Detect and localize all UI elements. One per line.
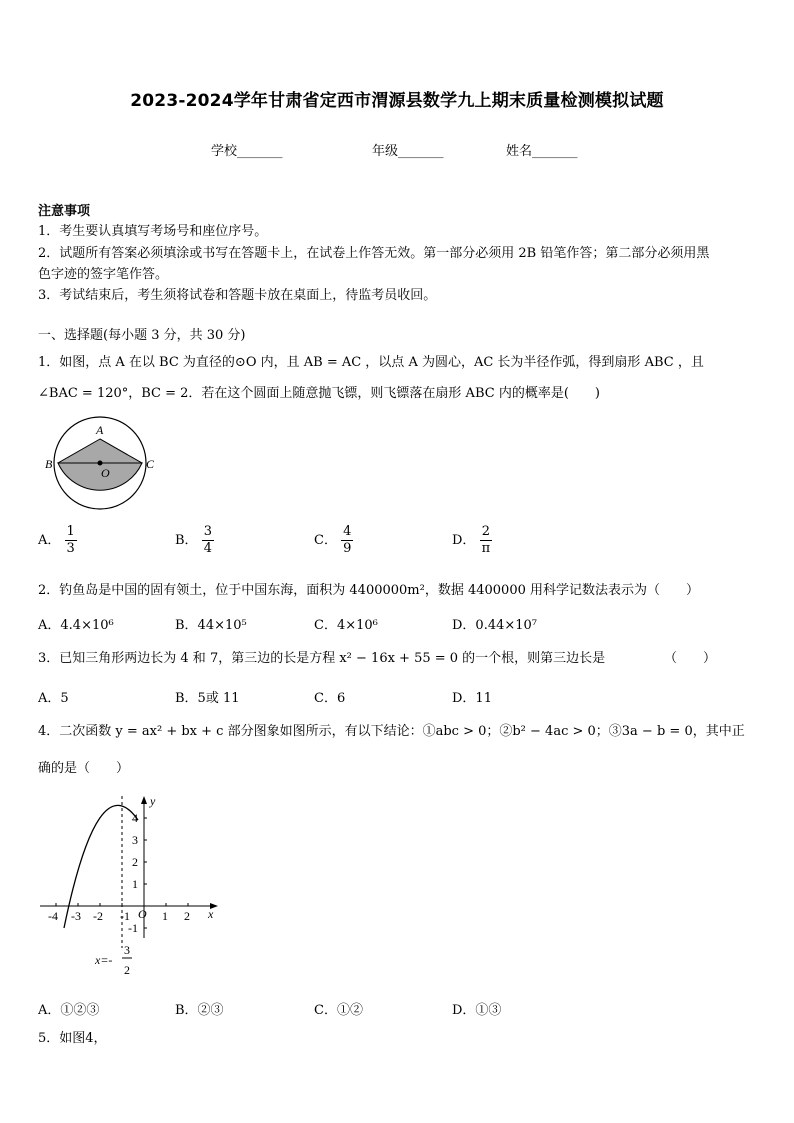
y-axis-label: y (150, 794, 156, 808)
question-3-line: 3．已知三角形两边长为 4 和 7，第三边的长是方程 x² − 16x + 55 = 0 的一个根，则第三边长是 (38, 651, 606, 666)
question-2-line: 2．钓鱼岛是中国的固有领土，位于中国东海，面积为 4400000m²，数据 4400000 用科学记数法表示为（ ） (38, 583, 700, 598)
parabola-graph (38, 788, 228, 980)
question-5-line: 5．如图4， (38, 1031, 107, 1046)
option-letter: D． (452, 533, 476, 548)
label-o: O (101, 466, 110, 480)
option-letter: B． (175, 533, 198, 548)
denominator: 9 (343, 541, 352, 556)
question-4-line: 确的是（ ） (38, 761, 130, 776)
y-tick-label: 4 (132, 811, 138, 825)
q3-option-c[interactable]: C．6 (314, 691, 346, 706)
section-heading: 一、选择题(每小题 3 分，共 30 分) (38, 328, 246, 343)
symmetry-frac-num: 3 (124, 943, 130, 957)
fraction (65, 524, 77, 557)
q4-option-a[interactable]: A．①②③ (38, 1003, 100, 1018)
notice-item: 1．考生要认真填写考场号和座位序号。 (38, 224, 268, 239)
center-point (98, 461, 103, 466)
question-4-line: 4．二次函数 y = ax² + bx + c 部分图象如图所示，有以下结论：①abc > 0；②b² − 4ac > 0；③3a − b = 0，其中正 (38, 724, 745, 739)
label-c: C (146, 457, 155, 471)
numerator: 3 (203, 524, 212, 539)
q1-option-b[interactable] (175, 524, 214, 557)
option-letter: C． (314, 533, 337, 548)
q2-option-c[interactable]: C．4×10⁶ (314, 618, 378, 633)
x-tick-label: -1 (120, 909, 130, 923)
q4-option-c[interactable]: C．①② (314, 1003, 363, 1018)
option-letter: A． (38, 533, 61, 548)
fraction (202, 524, 214, 557)
question-1-line: 1．如图，点 A 在以 BC 为直径的⊙O 内，且 AB = AC ，以点 A 为圆心，AC 长为半径作弧，得到扇形 ABC ，且 (38, 355, 704, 370)
x-tick-label: -3 (71, 909, 81, 923)
notice-item: 3．考试结束后，考生须将试卷和答题卡放在桌面上，待监考员收回。 (38, 288, 437, 303)
y-tick-label: -1 (128, 921, 138, 935)
page-title: 2023-2024学年甘肃省定西市渭源县数学九上期末质量检测模拟试题 (130, 91, 664, 111)
denominator: π (481, 541, 491, 556)
q2-option-b[interactable]: B．44×10⁵ (175, 618, 247, 633)
q2-option-a[interactable]: A．4.4×10⁶ (38, 618, 114, 633)
y-tick-label: 1 (132, 877, 138, 891)
notice-item: 色字迹的签字笔作答。 (38, 267, 169, 282)
y-axis-arrow (141, 796, 147, 804)
x-tick-label: 1 (162, 909, 168, 923)
q1-option-d[interactable] (452, 524, 492, 557)
q3-option-d[interactable]: D．11 (452, 691, 492, 706)
answer-paren: （ ） (664, 651, 717, 666)
numerator: 1 (66, 524, 75, 539)
label-a: A (96, 423, 104, 437)
x-tick-label: -4 (48, 909, 58, 923)
sector-circle-figure (40, 414, 170, 514)
q3-option-b[interactable]: B．5或 11 (175, 691, 240, 706)
y-tick-label: 3 (132, 833, 138, 847)
numerator: 4 (343, 524, 352, 539)
name-field: 姓名_______ (506, 144, 578, 159)
fraction (341, 524, 353, 557)
q1-option-c[interactable] (314, 524, 353, 557)
school-field: 学校_______ (211, 144, 283, 159)
notice-item: 2．试题所有答案必须填涂或书写在答题卡上，在试卷上作答无效。第一部分必须用 2B 铅笔作答；第二部分必须用黑 (38, 246, 710, 261)
y-tick-label: 2 (132, 855, 138, 869)
question-1-line: ∠BAC = 120°，BC = 2．若在这个圆面上随意抛飞镖，则飞镖落在扇形 ABC 内的概率是( ) (38, 386, 600, 401)
denominator: 4 (203, 541, 212, 556)
q1-option-a[interactable] (38, 524, 77, 557)
notice-heading: 注意事项 (38, 204, 91, 219)
q2-option-d[interactable]: D．0.44×10⁷ (452, 618, 538, 633)
x-tick-label: 2 (184, 909, 190, 923)
symmetry-frac-den: 2 (124, 963, 130, 977)
q4-option-b[interactable]: B．②③ (175, 1003, 224, 1018)
q4-option-d[interactable]: D．①③ (452, 1003, 502, 1018)
x-tick-label: -2 (93, 909, 103, 923)
denominator: 3 (66, 541, 75, 556)
symmetry-label: x=- (95, 953, 113, 967)
x-axis-label: x (208, 907, 214, 921)
label-b: B (45, 457, 53, 471)
fraction (480, 524, 493, 557)
grade-field: 年级_______ (372, 144, 444, 159)
numerator: 2 (480, 524, 493, 541)
q3-option-a[interactable]: A．5 (38, 691, 69, 706)
origin-label: O (138, 907, 147, 921)
